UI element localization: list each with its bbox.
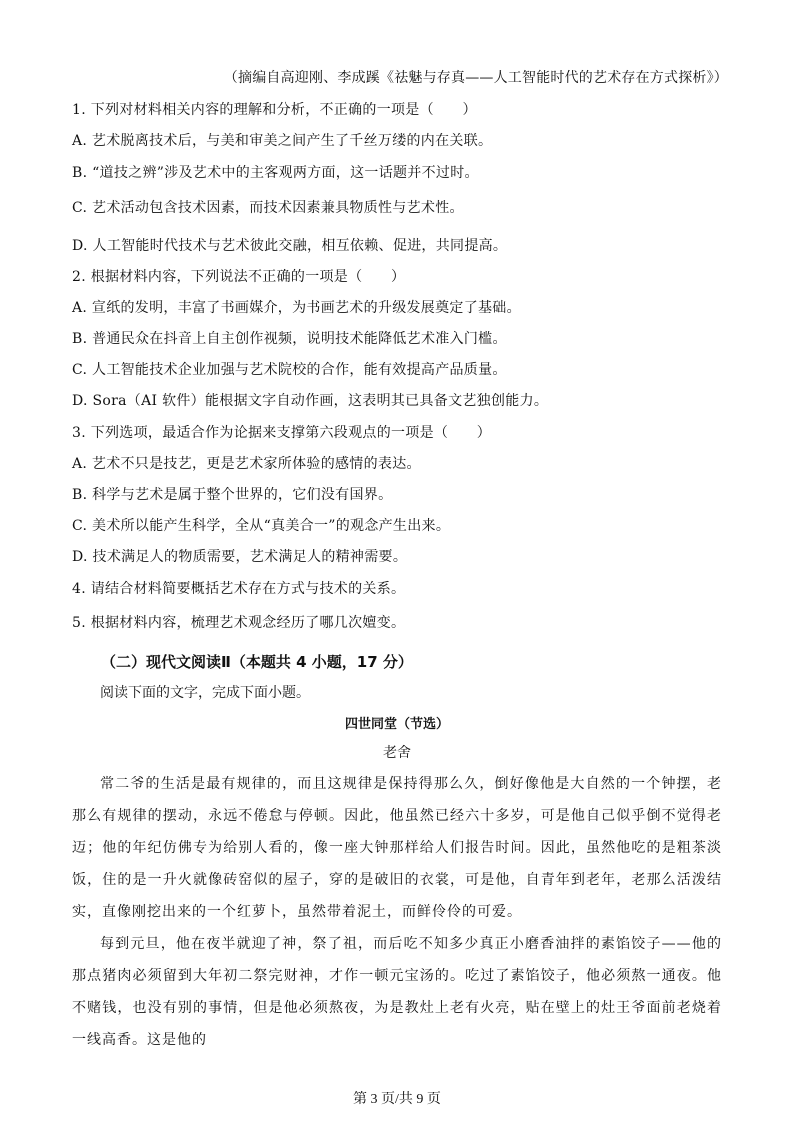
passage-title: 四世同堂（节选） [344,717,449,732]
question-1-option-b: B. “道技之辨”涉及艺术中的主客观两方面，这一话题并不过时。 [72,165,479,181]
question-5: 5. 根据材料内容，梳理艺术观念经历了哪几次嬗变。 [72,615,406,631]
question-3-option-d: D. 技术满足人的物质需要，艺术满足人的精神需要。 [72,549,408,565]
question-1-option-a: A. 艺术脱离技术后，与美和审美之间产生了千丝万缕的内在关联。 [72,133,493,149]
question-2-option-c: C. 人工智能技术企业加强与艺术院校的合作，能有效提高产品质量。 [72,362,507,378]
question-1-stem: 1. 下列对材料相关内容的理解和分析，不正确的一项是（ ） [72,102,477,118]
question-1-option-d: D. 人工智能时代技术与艺术彼此交融，相互依赖、促进，共同提高。 [72,238,508,254]
passage-author: 老舍 [383,745,411,761]
question-3-stem: 3. 下列选项，最适合作为论据来支撑第六段观点的一项是（ ） [72,425,492,441]
passage-paragraph-2: 每到元旦，他在夜半就迎了神，祭了祖，而后吃不知多少真正小磨香油拌的素馅饺子——他的那点猪肉必须留到大年初二祭完财神，才作一顿元宝汤的。吃过了素馅饺子，他必须熬一通夜。他不赌钱，也没有别的事情，但是他必须熬夜，为是教灶上老有火亮，贴在壁上的灶王爷面前老烧着一线高香。这是他的 [72,936,722,1048]
question-2-stem: 2. 根据材料内容，下列说法不正确的一项是（ ） [72,269,406,285]
section-heading: （二）现代文阅读Ⅱ（本题共 4 小题，17 分） [101,653,413,671]
question-2-option-a: A. 宣纸的发明，丰富了书画媒介，为书画艺术的升级发展奠定了基础。 [72,300,521,316]
source-citation: （摘编自高迎刚、李成蹊《祛魅与存真——人工智能时代的艺术存在方式探析》） [223,70,728,86]
question-2-option-d: D. Sora（AI 软件）能根据文字自动作画，这表明其已具备文艺独创能力。 [72,393,549,409]
reading-instruction: 阅读下面的文字，完成下面小题。 [100,685,310,701]
question-3-option-c: C. 美术所以能产生科学，全从“真美合一”的观念产生出来。 [72,518,451,534]
passage-paragraph-1: 常二爷的生活是最有规律的，而且这规律是保持得那么久，倒好像他是大自然的一个钟摆，老那么有规律的摆动，永远不倦怠与停顿。因此，他虽然已经六十多岁，可是他自己似乎倒不觉得老迈；他的年纪仿佛专为给别人看的，像一座大钟那样给人们报告时间。因此，虽然他吃的是粗茶淡饭，住的是一升火就像砖窑似的屋子，穿的是破旧的衣裳，可是他，自青年到老年，老那么活泼结实，直像刚挖出来的一个红萝卜，虽然带着泥土，而鲜伶伶的可爱。 [72,776,722,920]
question-4: 4. 请结合材料简要概括艺术存在方式与技术的关系。 [72,581,406,597]
question-2-option-b: B. 普通民众在抖音上自主创作视频，说明技术能降低艺术准入门槛。 [72,331,507,347]
page-footer: 第 3 页/共 9 页 [353,1092,441,1107]
question-3-option-b: B. 科学与艺术是属于整个世界的，它们没有国界。 [72,487,393,503]
question-3-option-a: A. 艺术不只是技艺，更是艺术家所体验的感情的表达。 [72,456,421,472]
question-1-option-c: C. 艺术活动包含技术因素，而技术因素兼具物质性与艺术性。 [72,200,464,216]
